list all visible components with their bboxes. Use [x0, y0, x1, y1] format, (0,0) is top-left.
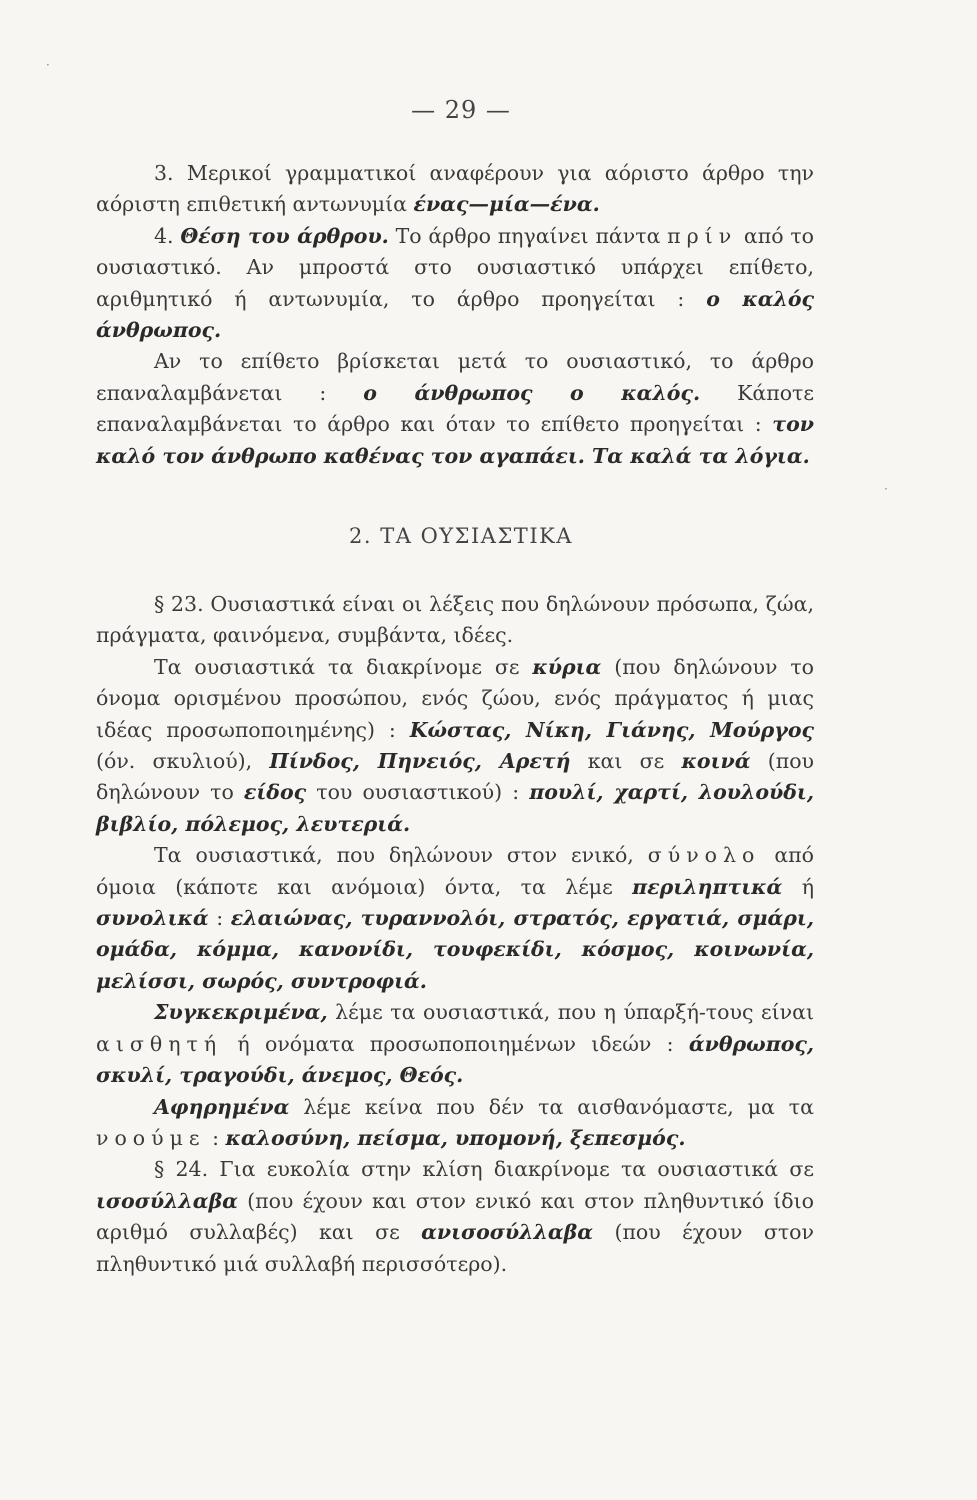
print-speck: ·: [884, 482, 888, 496]
paragraph-concrete: Συγκεκριμένα, λέμε τα ουσιαστικά, που η ύπαρξή-τους είναι αισθητή ή ονόματα προσωποποιημένων ιδεών : άνθρωπος, σκυλί, τραγούδι, άνεμος, Θεός.: [96, 1000, 814, 1088]
print-speck: ·: [46, 58, 50, 72]
paragraph-adjective-after: Αν το επίθετο βρίσκεται μετά το ουσιαστικό, το άρθρο επαναλαμβάνεται : ο άνθρωπος ο καλός. Κάποτε επαναλαμβάνεται το άρθρο και όταν το επίθετο προηγείται : τον καλό τον άνθρωπο καθένας τον αγαπάει. Τα καλά τα λόγια.: [96, 349, 815, 468]
paragraph-24: § 24. Για ευκολία στην κλίση διακρίνομε τα ουσιαστικά σε ισοσύλλαβα (που έχουν και στον ενικό και στον πληθυντικό ίδιο αριθμό συλλαβές) και σε ανισοσύλλαβα (που έχουν στον πληθυντικό μιά συλλαβή περισσότερο).: [96, 1157, 814, 1276]
paragraph-indefinite-article: 3. Μερικοί γραμματικοί αναφέρουν για αόριστο άρθρο την αόριστη επιθετική αντωνυμία ένας—μία—ένα.: [96, 161, 814, 217]
nouns-section: [96, 589, 814, 1280]
paragraph-collective: Τα ουσιαστικά, που δηλώνουν στον ενικό, σύνολο από όμοια (κάποτε και ανόμοια) όντα, τα λέμε περιληπτικά ή συνολικά : ελαιώνας, τυραννολόι, στρατός, εργατιά, σμάρι, ομάδα, κόμμα, κανονίδι, τουφεκίδι, κόσμος, κοινωνία, μελίσσι, σωρός, συντροφιά.: [96, 843, 814, 993]
paragraph-23: § 23. Ουσιαστικά είναι οι λέξεις που δηλώνουν πρόσωπα, ζώα, πράγματα, φαινόμενα, συμβάντα, ιδέες.: [96, 592, 814, 648]
article-section: [96, 158, 814, 472]
paragraph-proper-common: Τα ουσιαστικά τα διακρίνομε σε κύρια (που δηλώνουν το όνομα ορισμένου προσώπου, ενός ζώου, ενός πράγματος ή μιας ιδέας προσωποποιημένης) : Κώστας, Νίκη, Γιάνης, Μούργος (όν. σκυλιού), Πίνδος, Πηνειός, Αρετή και σε κοινά (που δηλώνουν το είδος του ουσιαστικού) : πουλί, χαρτί, λουλούδι, βιβλίο, πόλεμος, λευτεριά.: [96, 654, 815, 836]
paragraph-abstract: Αφηρημένα λέμε κείνα που δέν τα αισθανόμαστε, μα τα νοούμε : καλοσύνη, πείσμα, υπομονή, ξεπεσμός.: [96, 1094, 814, 1150]
section-heading: 2. ΤΑ ΟΥΣΙΑΣΤΙΚΑ: [349, 524, 573, 548]
page-number: — 29 —: [411, 96, 511, 124]
paragraph-article-position: 4. Θέση του άρθρου. Το άρθρο πηγαίνει πάντα πρίν από το ουσιαστικό. Αν μπροστά στο ουσιαστικό υπάρχει επίθετο, αριθμητικό ή αντωνυμία, το άρθρο προηγείται : ο καλός άνθρωπος.: [96, 223, 815, 343]
